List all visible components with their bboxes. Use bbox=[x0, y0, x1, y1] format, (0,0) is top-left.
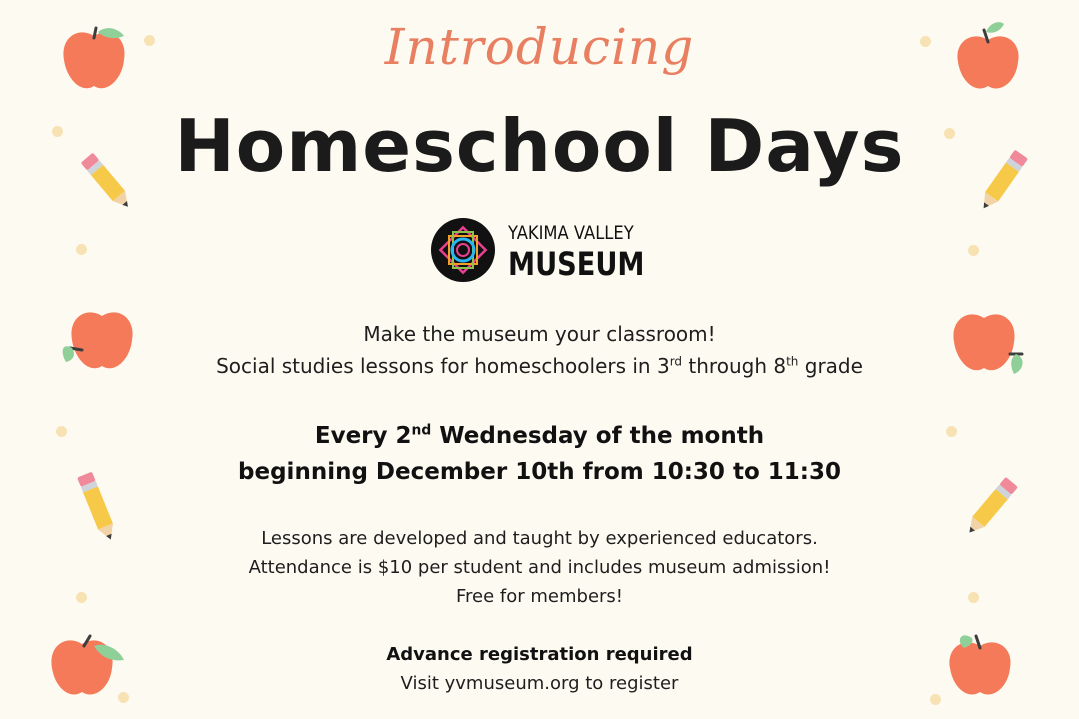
registration-heading: Advance registration required bbox=[386, 644, 693, 665]
decor-dot bbox=[968, 592, 979, 603]
logo-line2: MUSEUM bbox=[508, 245, 645, 283]
details-line2: Attendance is $10 per student and includes museum admission! bbox=[248, 557, 831, 578]
decor-dot bbox=[946, 426, 957, 437]
decor-dot bbox=[920, 36, 931, 47]
decor-dot bbox=[968, 245, 979, 256]
decor-dot bbox=[76, 244, 87, 255]
decor-dot bbox=[944, 128, 955, 139]
apple-icon bbox=[950, 308, 1030, 380]
intro-line2-b: through 8 bbox=[682, 354, 787, 378]
intro-line2 bbox=[0, 350, 1079, 382]
decor-dot bbox=[930, 694, 941, 705]
details-line3: Free for members! bbox=[455, 586, 624, 607]
decor-dot bbox=[144, 35, 155, 46]
pencil-icon bbox=[76, 148, 140, 218]
schedule-line1 bbox=[0, 418, 1079, 454]
intro-line1: Make the museum your classroom! bbox=[363, 322, 716, 346]
schedule bbox=[0, 418, 1079, 490]
intro-heading: Introducing bbox=[384, 18, 695, 76]
apple-icon bbox=[954, 22, 1030, 96]
schedule-line1-sup: nd bbox=[411, 422, 432, 439]
pencil-icon bbox=[956, 472, 1024, 544]
intro-line2-a: Social studies lessons for homeschoolers in 3 bbox=[216, 354, 670, 378]
pencil-icon bbox=[970, 146, 1034, 218]
museum-logo bbox=[431, 218, 651, 282]
apple-icon bbox=[58, 24, 134, 96]
apple-icon bbox=[48, 630, 128, 702]
apple-icon bbox=[60, 306, 140, 380]
schedule-line1-b: Wednesday of the month bbox=[431, 423, 765, 449]
intro-line2-c: grade bbox=[798, 354, 863, 378]
logo-line1: YAKIMA VALLEY bbox=[508, 222, 634, 244]
intro-line2-sup2: th bbox=[786, 354, 799, 369]
intro-paragraph bbox=[0, 318, 1079, 382]
apple-icon bbox=[946, 628, 1018, 702]
pencil-icon bbox=[68, 470, 128, 546]
page-title: Homeschool Days bbox=[174, 104, 905, 188]
registration-text: Visit yvmuseum.org to register bbox=[400, 673, 679, 694]
decor-dot bbox=[76, 592, 87, 603]
intro-line2-sup1: rd bbox=[669, 354, 683, 369]
details bbox=[0, 524, 1079, 611]
museum-logo-mark bbox=[431, 218, 495, 282]
decor-dot bbox=[52, 126, 63, 137]
decor-dot bbox=[56, 426, 67, 437]
schedule-line1-a: Every 2 bbox=[314, 423, 412, 449]
details-line1: Lessons are developed and taught by experienced educators. bbox=[261, 528, 818, 549]
schedule-line2: beginning December 10th from 10:30 to 11:30 bbox=[238, 459, 841, 485]
